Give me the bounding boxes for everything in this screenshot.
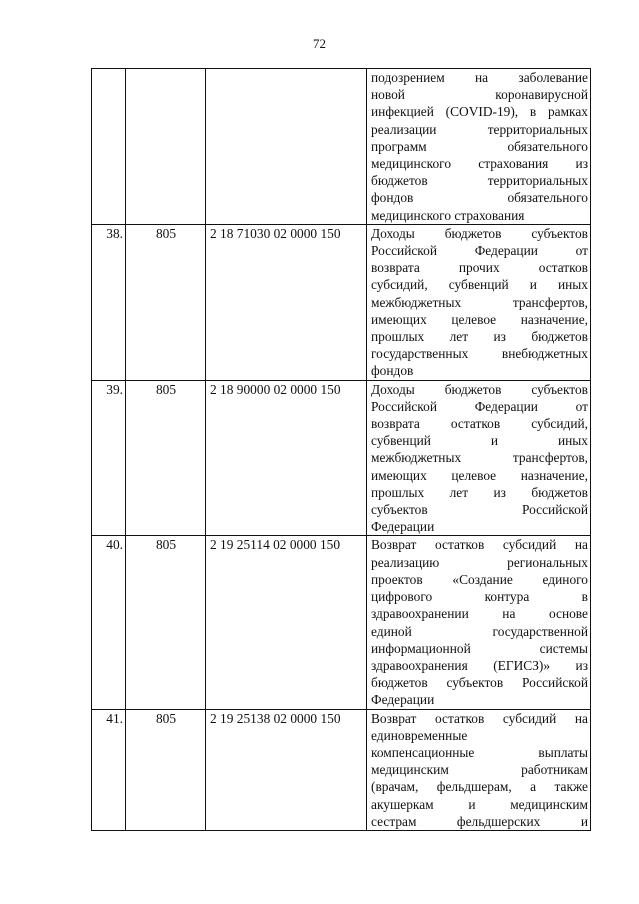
description-line: Российской Федерации от (371, 243, 588, 259)
description-line: медицинского страхования из (371, 156, 588, 172)
row-number-cell (92, 69, 126, 225)
description-line: субсидий, субвенций и иных (371, 277, 588, 293)
table-row (92, 69, 591, 225)
description-line: проектов «Создание единого (371, 571, 588, 587)
description-line: межбюджетных трансфертов, (371, 450, 588, 466)
row-number-cell: 40. (92, 536, 126, 709)
description-line: сестрам фельдшерских и (371, 813, 588, 829)
description-line: межбюджетных трансфертов, (371, 294, 588, 310)
description-line: инфекцией (COVID-19), в рамках (371, 104, 588, 120)
description-line: прошлых лет из бюджетов (371, 329, 588, 345)
description-line: новой коронавирусной (371, 87, 588, 103)
description-line: имеющих целевое назначение, (371, 467, 588, 483)
description-line: (врачам, фельдшерам, а также (371, 779, 588, 795)
description-line: медицинским работникам (371, 762, 588, 778)
admin-code-cell: 805 (126, 380, 206, 536)
budget-classification-code-cell (206, 69, 367, 225)
table-row (92, 536, 591, 709)
admin-code-cell: 805 (126, 709, 206, 830)
description-line: Российской Федерации от (371, 398, 588, 414)
description-line: возврата остатков субсидий, (371, 416, 588, 432)
description-line: программ обязательного (371, 138, 588, 154)
description-line: медицинского страхования (371, 207, 525, 223)
row-number-cell: 41. (92, 709, 126, 830)
description-line: бюджетов территориальных (371, 173, 588, 189)
description-line: информационной системы (371, 640, 588, 656)
row-number-cell: 38. (92, 224, 126, 380)
description-line: акушеркам и медицинским (371, 796, 588, 812)
row-number-cell: 39. (92, 380, 126, 536)
description-line: государственных внебюджетных (371, 346, 588, 362)
description-line: прошлых лет из бюджетов (371, 484, 588, 500)
description-line: Доходы бюджетов субъектов (371, 381, 588, 397)
admin-code-cell (126, 69, 206, 225)
description-line: реализации территориальных (371, 121, 588, 137)
budget-classification-code-cell: 2 18 90000 02 0000 150 (206, 380, 367, 536)
description-line: Возврат остатков субсидий на (371, 537, 588, 553)
revenue-description-cell (367, 709, 591, 830)
description-line: субвенций и иных (371, 433, 588, 449)
description-line: возврата прочих остатков (371, 260, 588, 276)
description-line: подозрением на заболевание (371, 70, 588, 85)
description-line: здравоохранении на основе (371, 606, 588, 622)
description-line: компенсационные выплаты (371, 744, 588, 760)
description-line: имеющих целевое назначение, (371, 311, 588, 327)
table-row (92, 224, 591, 380)
description-line: единой государственной (371, 623, 588, 639)
description-line: здравоохранения (ЕГИСЗ)» из (371, 657, 588, 673)
page-number: 72 (313, 36, 326, 51)
table-row (92, 380, 591, 536)
admin-code-cell: 805 (126, 224, 206, 380)
table-row (92, 709, 591, 830)
budget-classification-code-cell: 2 18 71030 02 0000 150 (206, 224, 367, 380)
description-line: единовременные (371, 727, 468, 743)
description-line: фондов обязательного (371, 190, 588, 206)
description-line: фондов (371, 363, 414, 379)
description-line: Федерации (371, 519, 435, 535)
description-line: Доходы бюджетов субъектов (371, 225, 588, 241)
description-line: Возврат остатков субсидий на (371, 710, 588, 726)
description-line: реализацию региональных (371, 554, 588, 570)
revenue-description-cell (367, 69, 591, 225)
revenue-description-cell (367, 380, 591, 536)
budget-codes-table (91, 68, 591, 831)
description-line: Федерации (371, 692, 435, 708)
description-line: бюджетов субъектов Российской (371, 675, 588, 691)
description-line: цифрового контура в (371, 589, 588, 605)
revenue-description-cell (367, 536, 591, 709)
admin-code-cell: 805 (126, 536, 206, 709)
budget-classification-code-cell: 2 19 25114 02 0000 150 (206, 536, 367, 709)
revenue-description-cell (367, 224, 591, 380)
description-line: субъектов Российской (371, 502, 588, 518)
budget-classification-code-cell: 2 19 25138 02 0000 150 (206, 709, 367, 830)
table-body (92, 69, 591, 831)
